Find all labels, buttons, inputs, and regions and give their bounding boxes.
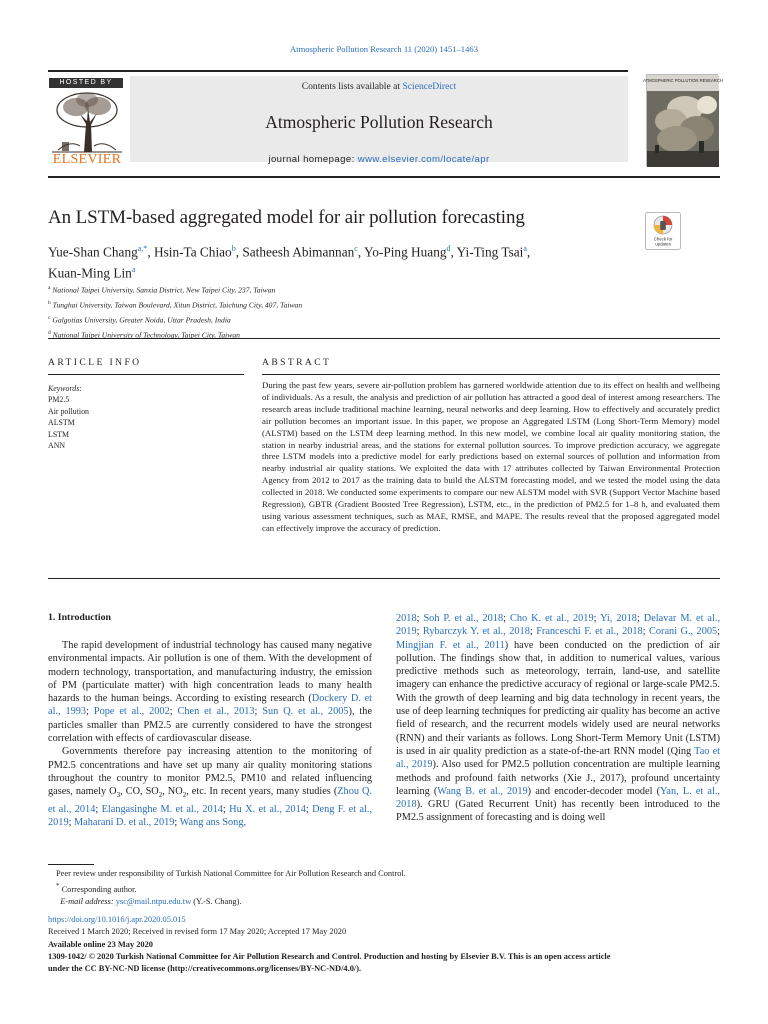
elsevier-tree-logo xyxy=(50,90,124,154)
author-separator: , xyxy=(147,244,154,260)
author-affiliation-mark: d xyxy=(446,244,451,253)
citation-separator: ; xyxy=(593,613,601,624)
citation-link: Soh P. et al., 2018 xyxy=(423,613,504,624)
crossmark-badge xyxy=(645,212,681,250)
affiliation-text: National Taipei University, Sanxia District, New Taipei City, 237, Taiwan xyxy=(52,285,276,295)
affiliation-item xyxy=(48,327,648,342)
abstract-body: During the past few years, severe air-pollution problem has garnered worldwide attention due to its effect on health and wellbeing of individuals. As a result, the analysis and prediction of air pollution has attracted a good deal of interest among researchers. The research areas include traditional machine learning, neural networks and deep learning. How to effectively and accurately predict air pollution becomes an important issue. In this paper, we propose an Aggregated LSTM (Long Short-Term Memory) model (ALSTM) based on the LSTM deep learning method. In this new model, we combine local air quality monitoring station, the station in nearby industrial areas, and the stations for external pollution sources. To improve prediction accuracy, we aggregate three LSTM models into a predictive model for early predictions based on external sources of pollution and information from nearby industrial air quality stations. We exploited the data with 17 attributes collected by Taiwan Environmental Protection Agency from 2012 to 2017 as the training data to build the ALSTM forecasting model, and we tested the model using the data collected in 2018. We conducted some experiments to compare our new ALSTM model with SVR (Support Vector Machine based Regression), GBTR (Gradient Boosted Tree Regression), LSTM, etc., in the prediction of PM2.5 for 1–8 h, and evaluated them using various assessment techniques, such as MAE, RMSE, and MAPE. The results reveal that the proposed aggregated model can effectively improve the accuracy of prediction. xyxy=(262,380,720,533)
author-affiliation-mark: a xyxy=(131,265,136,275)
citation-link: Cho K. et al., 2019 xyxy=(509,613,594,624)
homepage-link: www.elsevier.com/locate/apr xyxy=(357,154,490,165)
intro-paragraph xyxy=(48,639,372,745)
affiliation-list xyxy=(48,282,648,342)
author-name: Yi-Ting Tsai xyxy=(456,244,524,260)
citation-link: Dockery D. et al., 1993 xyxy=(48,693,372,718)
author-separator: , xyxy=(235,244,243,260)
citation-separator: ; xyxy=(305,803,313,815)
citation-separator: ; xyxy=(636,613,644,624)
cover-title: ATMOSPHERIC POLLUTION RESEARCH xyxy=(643,78,723,83)
author-separator: , xyxy=(450,244,457,260)
citation-separator: ; xyxy=(717,626,721,638)
affiliation-mark: b xyxy=(48,299,51,306)
sciencedirect-link: ScienceDirect xyxy=(402,81,457,92)
keywords-label: Keywords: xyxy=(48,384,82,393)
citation-link: Elangasinghe M. et al., 2014 xyxy=(101,803,223,815)
affiliation-item xyxy=(48,282,648,297)
doi-link: https://doi.org/10.1016/j.apr.2020.05.015 xyxy=(48,915,186,924)
affiliation-text: Tunghai University, Taiwan Boulevard, Xitun District, Taichung City, 407, Taiwan xyxy=(52,300,303,310)
corresponding-mark: * xyxy=(56,882,60,891)
keyword-item: ALSTM xyxy=(48,418,75,428)
paragraph-text: , CO, SO xyxy=(120,786,159,798)
affiliation-mark: d xyxy=(48,329,51,336)
citation-link: Mingjian F. et al., 2011 xyxy=(396,639,505,651)
author-name: Hsin-Ta Chiao xyxy=(153,244,232,260)
paragraph-text: ) and encoder-decoder model ( xyxy=(527,785,661,797)
section-rule xyxy=(48,338,720,339)
citation-link: Corani G., 2005 xyxy=(649,626,718,638)
keyword-item: PM2.5 xyxy=(48,395,70,405)
author-name: Kuan-Ming Lin xyxy=(48,265,132,281)
corresponding-text: Corresponding author. xyxy=(59,885,137,895)
subscript: 3 xyxy=(116,791,121,800)
citation-link: Yan, L. et al., 2018 xyxy=(396,785,720,811)
citation-separator: ; xyxy=(254,706,263,718)
author-affiliation-mark: c xyxy=(354,244,358,253)
cover-illustration xyxy=(643,75,723,167)
author-affiliation-mark: b xyxy=(231,244,236,253)
citation-separator: ; xyxy=(416,626,423,638)
citation-link: Yi, 2018 xyxy=(600,613,637,624)
author-list xyxy=(48,240,628,283)
citation-link: Delavar M. et al., 2019 xyxy=(396,613,721,638)
author-affiliation-mark: a xyxy=(523,244,527,253)
citation-separator: ; xyxy=(86,706,94,718)
affiliation-mark: a xyxy=(48,285,51,291)
author-separator: , xyxy=(357,244,364,260)
citation-link: Tao et al., 2019 xyxy=(396,745,721,771)
body-column-right xyxy=(396,612,720,825)
check-for-updates-icon xyxy=(645,212,681,250)
keyword-item: LSTM xyxy=(48,429,70,439)
citation-link: Wang B. et al., 2019 xyxy=(437,785,528,797)
masthead-rule xyxy=(48,176,720,178)
email-link: ysc@mail.ntpu.edu.tw xyxy=(115,897,192,907)
citation-link: Pope et al., 2002 xyxy=(93,706,170,718)
homepage-line xyxy=(130,154,628,165)
author-affiliation-mark: a,* xyxy=(137,244,148,253)
citation-link: Hu X. et al., 2014 xyxy=(229,803,306,815)
paragraph-text: ). GRU (Gated Recurrent Unit) has recently been introduced to the PM2.5 assignment of forecasting and is doing well xyxy=(396,799,720,824)
citation-link: Rybarczyk Y. et al., 2018 xyxy=(422,626,530,638)
email-note xyxy=(56,896,406,908)
abstract-rule xyxy=(262,374,720,375)
citation-separator: ; xyxy=(416,613,424,624)
paragraph-text: ). Also used for PM2.5 pollution concentration are multiple learning methods and profound faith networks (Xie J., 2017), profound uncertainty learning ( xyxy=(396,759,720,797)
introduction-heading: 1. Introduction xyxy=(48,612,111,623)
article-title: An LSTM-based aggregated model for air pollution forecasting xyxy=(48,207,525,228)
keyword-item: ANN xyxy=(48,441,66,451)
affiliation-text: Galgotias University, Greater Noida, Uttar Pradesh, India xyxy=(52,315,231,325)
author-name: Yue-Shan Chang xyxy=(48,244,138,260)
journal-citation: Atmospheric Pollution Research 11 (2020) 1451–1463 xyxy=(289,44,478,54)
peer-review-note: Peer review under responsibility of Turkish National Committee for Air Pollution Research and Control. xyxy=(56,869,406,878)
subscript: 2 xyxy=(158,791,163,800)
citation-separator: ; xyxy=(642,626,650,638)
paragraph-text: , etc. In recent years, many studies ( xyxy=(186,786,338,798)
citation-link: Maharani D. et al., 2019 xyxy=(74,816,175,828)
paragraph-text: Governments therefore pay increasing attention to the monitoring of PM2.5 concentrations and have set up many air quality monitoring stations throughout the country to monitor PM2.5, PM10 and related influencing gases, namely O xyxy=(48,746,372,798)
citation-separator: ; xyxy=(95,803,102,815)
author-separator: , xyxy=(526,244,531,260)
affiliation-item xyxy=(48,297,648,312)
citation-link: Wang ans Song, xyxy=(179,816,247,828)
citation-separator: ; xyxy=(222,803,230,815)
contents-line xyxy=(130,81,628,92)
body-rule xyxy=(48,578,720,579)
body-column-left xyxy=(48,639,372,829)
citation-link: Sun Q. et al., 2005 xyxy=(262,706,349,718)
contents-prefix: Contents lists available at xyxy=(301,81,403,92)
paragraph-text: The rapid development of industrial technology has caused many negative environmental impacts. Air pollution is one of them. With the development of modern technology, transportation, and manufacturing industry, the emission of PM (particulate matter) with high concentration leads to many health hazards to the human beings. According to existing research ( xyxy=(48,640,372,705)
article-info-heading: ARTICLE INFO xyxy=(48,357,142,368)
homepage-prefix: journal homepage: xyxy=(268,154,358,165)
citation-separator: ; xyxy=(169,706,178,718)
masthead xyxy=(48,72,723,168)
journal-band xyxy=(130,76,628,165)
paragraph-text: , NO xyxy=(162,786,183,798)
affiliation-item xyxy=(48,312,648,327)
elsevier-wordmark: ELSEVIER xyxy=(52,152,122,167)
author-name: Yo-Ping Huang xyxy=(363,244,447,260)
corresponding-author-note xyxy=(56,880,406,896)
affiliation-text: National Taipei University of Technology, Taipei City, Taiwan xyxy=(52,330,240,340)
footnotes xyxy=(56,868,406,909)
paragraph-text: ), the particles smaller than PM2.5 are currently considered to have the strongest correlation with effects of cardiovascular disease. xyxy=(48,706,373,745)
copyright-line: 1309-1042/ © 2020 Turkish National Committee for Air Pollution Research and Control. Production and hosting by Elsevier B.V. This is an open access article xyxy=(48,951,611,961)
license-line: under the CC BY-NC-ND license (http://creativecommons.org/licenses/BY-NC-ND/4.0/). xyxy=(48,964,362,974)
journal-cover-image xyxy=(643,74,723,166)
article-info-rule xyxy=(48,374,244,375)
citation-separator: ; xyxy=(68,816,75,828)
citation-link: 2018 xyxy=(396,613,417,624)
email-label: E-mail address: xyxy=(60,897,116,907)
affiliation-mark: c xyxy=(48,314,51,321)
citation-link: Chen et al., 2013 xyxy=(177,706,255,718)
keyword-list xyxy=(48,383,89,451)
author-name: Satheesh Abimannan xyxy=(242,244,355,260)
received-dates: Received 1 March 2020; Received in revised form 17 May 2020; Accepted 17 May 2020 xyxy=(48,927,347,937)
hosted-by-label: HOSTED BY xyxy=(49,78,123,88)
email-suffix: (Y.-S. Chang). xyxy=(191,897,242,907)
available-online: Available online 23 May 2020 xyxy=(48,939,153,949)
citation-link: Zhou Q. et al., 2014 xyxy=(48,786,372,815)
subscript: 2 xyxy=(182,791,187,800)
citation-separator: ; xyxy=(174,816,180,828)
citation-link: Deng F. et al., 2019 xyxy=(48,803,373,828)
intro-paragraph-continued xyxy=(396,612,720,825)
paragraph-text: ) have been conducted on the prediction of air pollution. The findings show that, in addition to numerical values, various predictive methods such as meteorology, terrain, land-use, and satellite imagery can enhance the predictive accuracy of regional or large-scale PM2.5. With the growth of deep learning and big data technology in recent years, the use of deep learning techniques for predicting air quality has become an active field of research, and the recurrent models widely used are neural networks (RNN) and their variants as follows. Long Short-Term Memory Unit (LSTM) is used in air quality prediction as a state-of-the-art RNN model (Qing xyxy=(396,639,720,757)
journal-title: Atmospheric Pollution Research xyxy=(265,112,493,132)
citation-separator: ; xyxy=(503,613,510,624)
intro-paragraph xyxy=(48,745,372,829)
footnote-rule xyxy=(48,864,94,865)
publication-details xyxy=(48,914,720,975)
svg-text:Check forupdates: Check for updates xyxy=(653,236,673,247)
abstract-heading: ABSTRACT xyxy=(262,357,332,368)
keyword-item: Air pollution xyxy=(48,406,89,416)
citation-link: Franceschi F. et al., 2018 xyxy=(536,626,643,638)
citation-separator: ; xyxy=(529,626,537,638)
